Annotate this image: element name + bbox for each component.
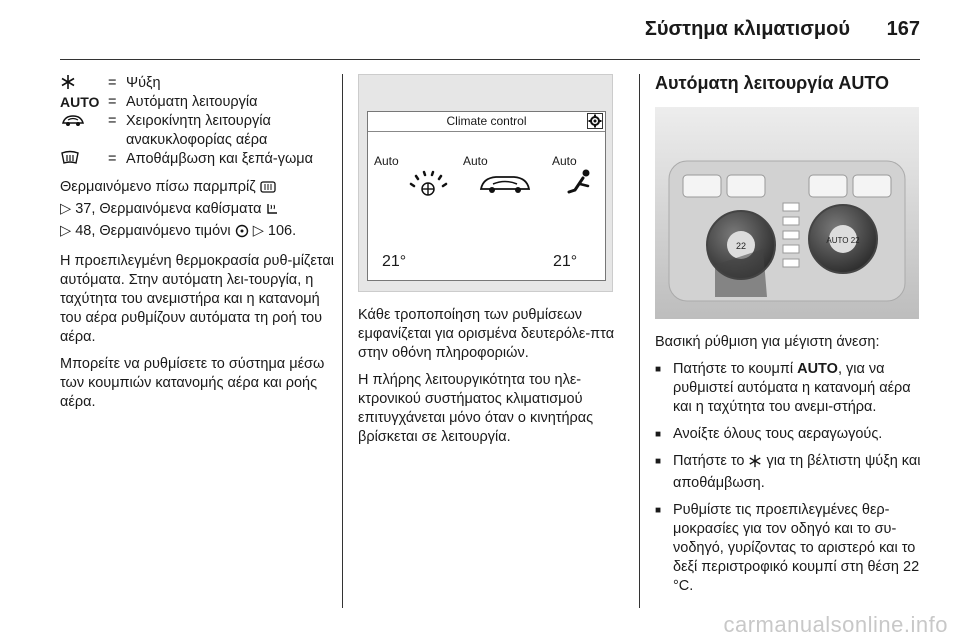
legend-row-auto: AUTO = Αυτόματη λειτουργία <box>60 93 345 112</box>
heated-steering-wheel-icon <box>235 224 249 244</box>
middle-column <box>358 74 623 455</box>
bullet-icon: ■ <box>655 429 662 440</box>
legend-auto-symbol: AUTO <box>60 94 100 110</box>
legend-text: Αποθάμβωση και ξεπά-γωμα <box>126 151 314 167</box>
paragraph: Η πλήρης λειτουργικότητα του ηλε-κτρονικού συστήματος κλιματισμού επιτυγχάνεται μόνο όταν ο κινητήρας βρίσκεται σε λειτουργία. <box>358 372 594 445</box>
list-item: ■ Ανοίξτε όλους τους αεραγωγούς. <box>655 426 883 442</box>
screen-header: Climate control <box>368 112 605 132</box>
defrost-icon <box>60 150 108 169</box>
list-item: ■ Ρυθμίστε τις προεπιλεγμένες θερ-μοκρασίες για τον οδηγό και το συ-νοδηγό, γυρίζοντας το αριστερό και το δεξί περιστροφικό κουμπί στη θέση 22 °C. <box>655 502 920 594</box>
legend <box>60 74 345 169</box>
page-reference-arrow: ▷ <box>252 223 264 239</box>
page-reference-arrow: ▷ <box>60 201 72 217</box>
auto-label-distribution: Auto <box>552 154 577 168</box>
auto-button-label: AUTO <box>797 361 838 377</box>
auto-label-fan: Auto <box>374 154 399 168</box>
page-number: 167 <box>886 18 920 40</box>
photo-knob-right-label: AUTO 22 <box>826 236 860 245</box>
climate-control-screen-figure <box>358 74 613 292</box>
snowflake-icon <box>60 74 108 93</box>
rear-window-heater-icon <box>260 180 276 200</box>
recirculation-icon <box>60 112 108 150</box>
gear-icon <box>587 113 603 129</box>
list-item: ■ Πατήστε το για τη βέλτιστη ψύξη και αποθάμβωση. <box>655 453 921 491</box>
list-item: ■ Πατήστε το κουμπί AUTO, για να ρυθμιστεί αυτόματα η κατανομή αέρα και η ταχύτητα του ανεμι-στήρα. <box>655 361 911 415</box>
air-distribution-icon <box>566 168 594 204</box>
cross-references: Θερμαινόμενο πίσω παρμπρίζ ▷ 37, Θερμαινόμενα καθίσματα ▷ 48, Θερμαινόμενο τιμόνι ▷ 106. <box>60 178 345 244</box>
auto-label-recirculation: Auto <box>463 154 488 168</box>
climate-control-screen <box>367 111 606 281</box>
left-column <box>60 74 345 420</box>
temperature-left: 21° <box>382 253 407 270</box>
paragraph: Μπορείτε να ρυθμίσετε το σύστημα μέσω των κουμπιών κατανομής αέρα και ροής αέρα. <box>60 356 325 410</box>
watermark: carmanualsonline.info <box>723 612 948 637</box>
bullet-icon: ■ <box>655 364 662 375</box>
temperature-right: 21° <box>553 253 578 270</box>
climate-panel-illustration <box>655 107 919 319</box>
recirculation-icon <box>478 172 532 202</box>
section-title: Αυτόματη λειτουργία AUTO <box>655 73 890 93</box>
climate-panel-photo <box>655 107 919 319</box>
intro: Βασική ρύθμιση για μέγιστη άνεση: <box>655 334 880 350</box>
right-column <box>655 74 925 604</box>
paragraph: Κάθε τροποποίηση των ρυθμίσεων εμφανίζεται για ορισμένα δευτερόλε-πτα στην οθόνη πληροφοριών. <box>358 307 615 361</box>
fan-icon <box>408 170 448 204</box>
snowflake-icon <box>748 454 762 474</box>
header-rule <box>60 59 920 60</box>
page-reference-arrow: ▷ <box>60 223 72 239</box>
header-title: Σύστημα κλιματισμού <box>644 18 850 40</box>
legend-row-cooling: = Ψύξη <box>60 74 345 93</box>
legend-text: Ψύξη <box>126 75 161 91</box>
legend-text: Χειροκίνητη λειτουργία ανακυκλοφορίας αέρα <box>126 113 271 148</box>
bullet-icon: ■ <box>655 456 662 467</box>
legend-row-recirculation: = Χειροκίνητη λειτουργία ανακυκλοφορίας αέρα <box>60 112 345 150</box>
legend-row-defrost: = Αποθάμβωση και ξεπά-γωμα <box>60 150 345 169</box>
bullet-icon: ■ <box>655 505 662 516</box>
paragraph: Η προεπιλεγμένη θερμοκρασία ρυθ-μίζεται αυτόματα. Στην αυτόματη λει-τουργία, η ταχύτητα του ανεμιστήρα και η κατανομή του αέρα ρυθμίζουν αυτόματα τη ροή του αέρα. <box>60 253 334 345</box>
photo-knob-left-label: 22 <box>735 241 747 251</box>
legend-text: Αυτόματη λειτουργία <box>126 94 258 110</box>
column-divider-right <box>639 74 640 608</box>
heated-seat-icon <box>265 202 279 222</box>
